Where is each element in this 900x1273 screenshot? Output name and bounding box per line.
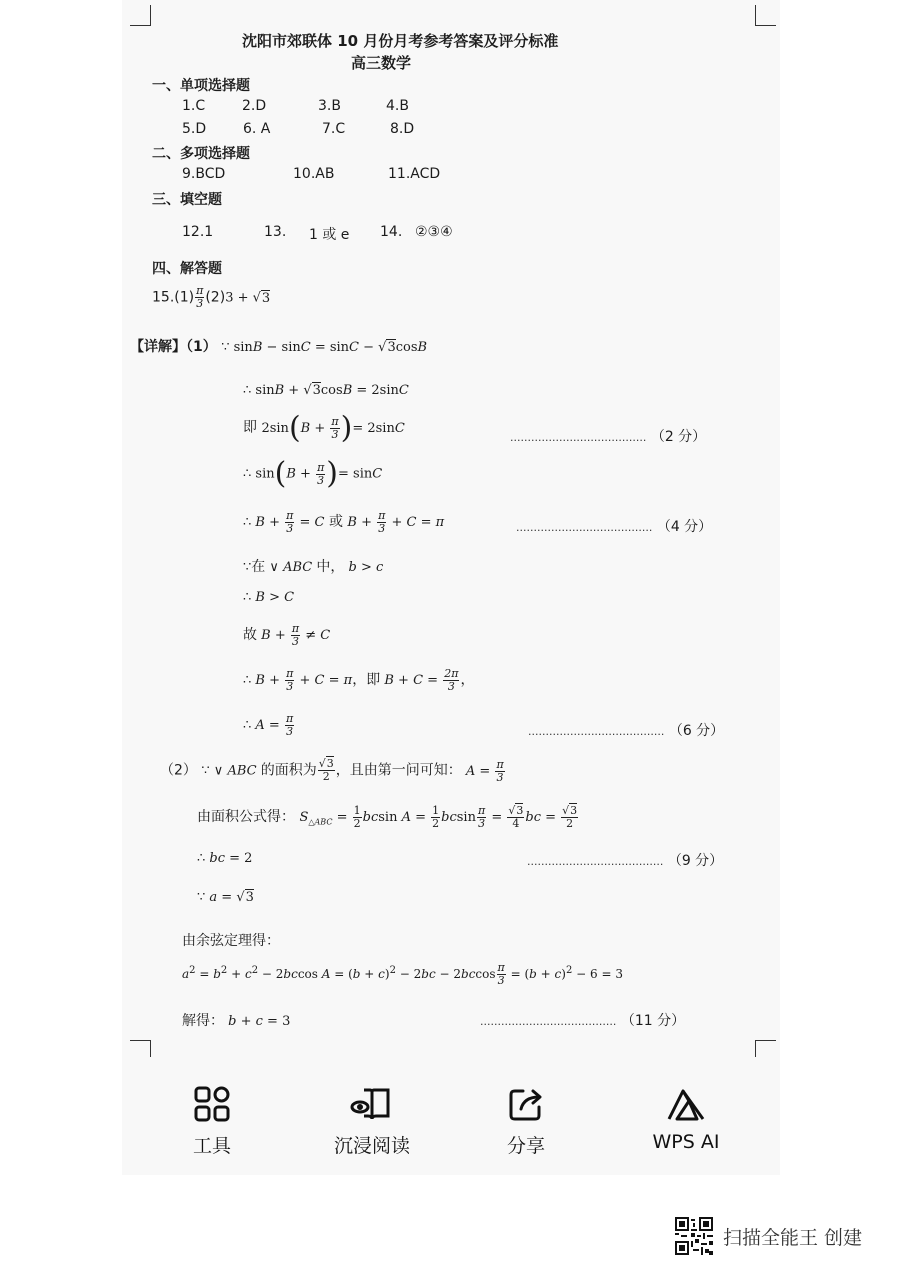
scanner-credit: 扫描全能王 创建 — [723, 1227, 863, 1249]
doc-title: 沈阳市郊联体 10 月份月考参考答案及评分标准 — [242, 32, 559, 50]
q15-label: 15.(1) — [152, 289, 195, 306]
share-button[interactable] — [466, 1085, 586, 1158]
section-heading: 四、解答题 — [152, 261, 222, 277]
part2-area-text: 的面积为 — [260, 762, 317, 779]
q15-label2: (2) — [205, 289, 226, 306]
part2-label: （2） — [160, 762, 197, 779]
book-eye-icon — [350, 1085, 394, 1123]
qr-code-icon — [675, 1217, 713, 1255]
score-2: ....................................... （2 分） — [510, 429, 707, 445]
math-line-4: ∴ sin(B + $\frac{\pi}{3}$ )= sinC — [243, 456, 383, 491]
part2-line-6: 解得： b + c = 3 — [182, 1013, 291, 1029]
answer-1: 1.C — [182, 98, 206, 114]
math-line-7: ∴ B > C — [243, 590, 295, 605]
cosine-label: 由余弦定理得： — [182, 933, 280, 949]
answer-2: 2.D — [242, 98, 267, 114]
text-ji: 即 — [243, 419, 257, 436]
bottom-toolbar — [122, 1085, 780, 1175]
math-line-8: 故 B + $\frac{\pi}{3}$ ≠ C — [243, 622, 331, 648]
score-9: ....................................... （9 分） — [527, 853, 724, 869]
q15-answer-line — [152, 285, 270, 310]
answer-14: ②③④ — [415, 224, 453, 240]
section-heading: 三、填空题 — [152, 192, 222, 208]
score-11: ....................................... （11 分） — [480, 1013, 686, 1029]
math-line-5: ∴ B + $\frac{\pi}{3}$ = C 或 B + $\frac{\pi}{3}$ + C = π — [243, 509, 445, 535]
answer-7: 7.C — [322, 121, 346, 137]
math-line-2: ∴ sinB + √3cosB = 2sinC — [243, 383, 409, 398]
doc-subtitle: 高三数学 — [351, 54, 412, 72]
math-line-9: ∴ B + $\frac{\pi}{3}$ + C = π，即 B + C = $\frac{2\pi}{3}$ ， — [243, 667, 475, 693]
text-ji-b: ，即 — [352, 672, 381, 688]
wps-ai-button[interactable] — [626, 1085, 746, 1153]
immersive-label: 沉浸阅读 — [333, 1135, 410, 1157]
q15-ans1-num: π — [196, 284, 204, 297]
part2-line-1: （2） ∵ ∨ ABC 的面积为 $\frac{√3}{2}$ ，且由第一问可知： A = $\frac{\pi}{3}$ — [160, 757, 504, 784]
answer-12: 12.1 — [182, 224, 214, 240]
crop-mark-top-left — [130, 5, 151, 26]
answer-6: 6. A — [243, 121, 271, 137]
solve-label: 解得： — [182, 1013, 224, 1029]
math-line-3: 即 2sin(B + $\frac{\pi}{3}$ )= 2sinC — [243, 410, 405, 445]
answer-13: 1 或 e — [309, 227, 350, 243]
score-4: ....................................... （4 分） — [516, 519, 713, 535]
text-zhong: 中， — [316, 559, 345, 575]
crop-mark-top-right — [755, 5, 776, 26]
part2-line-5: $a^2 = b^2 + c^2 - 2bccos$ $A = (b + c)^2 - 2bc - 2bccos$ $\frac{\pi}{3}$ = $(b + c)^2 - 6 = 3$ — [182, 961, 623, 987]
part2-line-4: ∵ a = √3 — [197, 890, 254, 905]
q15-detail-label: 【详解】（1） — [130, 339, 217, 355]
crop-mark-bottom-left — [130, 1040, 151, 1057]
math-line-6: ∵在 ∨ ABC 中， b > c — [243, 559, 384, 575]
score-6: ....................................... （6 分） — [528, 723, 725, 739]
answer-13-label: 13. — [264, 224, 287, 240]
answer-3: 3.B — [318, 98, 341, 114]
wps-ai-label: WPS AI — [652, 1131, 720, 1153]
section-heading: 二、多项选择题 — [152, 146, 250, 162]
part2-known-text: ，且由第一问可知： — [335, 762, 462, 779]
area-formula-label: 由面积公式得： — [197, 809, 295, 825]
q15-detail-line-1 — [130, 336, 427, 356]
part2-line-3: ∴ bc = 2 — [197, 851, 253, 866]
tools-button[interactable] — [152, 1085, 272, 1158]
part2-line-2: 由面积公式得： $S_{\triangle ABC}$ = $\frac{1}{2}$ bcsin A = $\frac{1}{2}$ bcsin $\frac{\pi}{3}$ = $\frac{√3}{4}$ bc = $\frac{√3}{2}$ — [197, 804, 578, 830]
text-gu: 故 — [243, 627, 257, 643]
wps-ai-icon — [665, 1085, 707, 1123]
math-line-10: ∴ A = $\frac{\pi}{3}$ — [243, 712, 294, 738]
math-expr: ∵ sinB − sinC = sinC − √3cosB — [221, 340, 428, 355]
answer-9: 9.BCD — [182, 166, 226, 182]
answer-4: 4.B — [386, 98, 409, 114]
grid-apps-icon — [193, 1085, 231, 1123]
tools-label: 工具 — [192, 1135, 231, 1157]
text-in-triangle: 在 — [251, 559, 266, 575]
answer-5: 5.D — [182, 121, 207, 137]
immersive-reading-button[interactable] — [312, 1085, 432, 1158]
section-heading: 一、单项选择题 — [152, 78, 250, 94]
q15-ans1-den: 3 — [196, 297, 204, 310]
share-label: 分享 — [506, 1135, 545, 1157]
share-icon — [507, 1085, 545, 1123]
q15-ans2: 3 + √3 — [225, 290, 271, 306]
answer-11: 11.ACD — [388, 166, 441, 182]
crop-mark-bottom-right — [755, 1040, 776, 1057]
answer-8: 8.D — [390, 121, 415, 137]
answer-10: 10.AB — [293, 166, 335, 182]
text-huo: 或 — [328, 514, 343, 530]
answer-14-label: 14. — [380, 224, 403, 240]
